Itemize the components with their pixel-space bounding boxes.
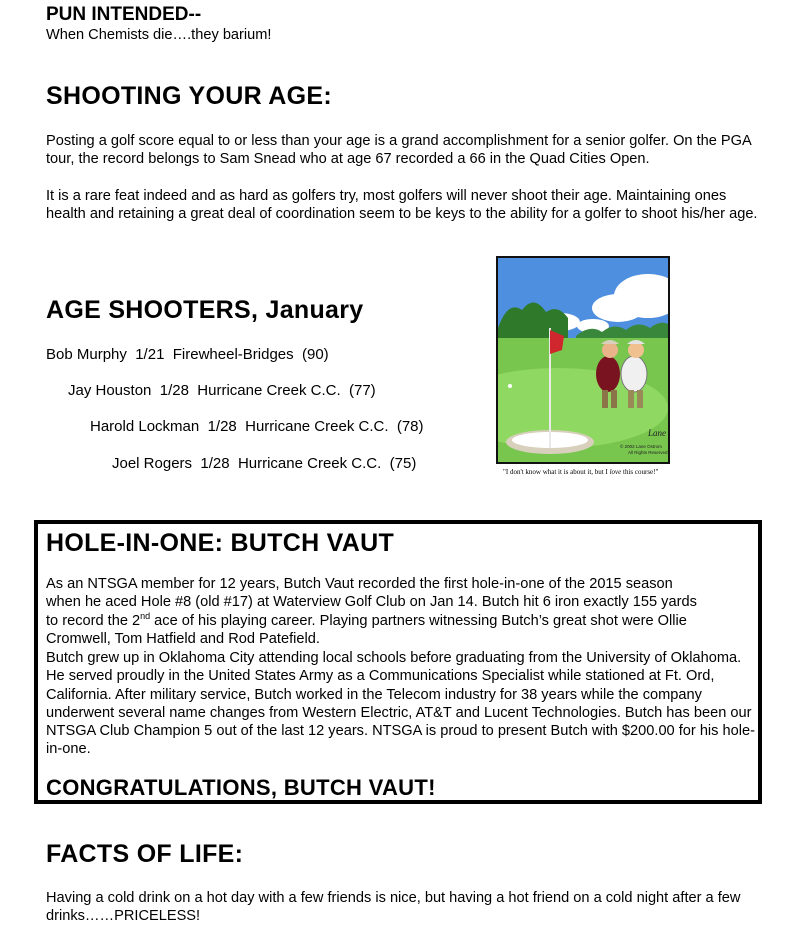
hio-line-part: to record the 2 <box>46 612 141 629</box>
shooter-course: Hurricane Creek C.C. <box>237 455 382 472</box>
hio-line: As an NTSGA member for 12 years, Butch Vaut recorded the first hole-in-one of the 2015 season <box>46 576 673 592</box>
hole-in-one-para2: Butch grew up in Oklahoma City attending local schools before graduating from the University of Oklahoma. He served proudly in the United States Army as a Communications Specialist while stationed at Ft. Ord, California. After military service, Butch worked in the Telecom industry for 38 years while the company underwent several name changes from Western Electric, AT&T and Lucent Technologies. Butch has been our NTSGA Club Champion 5 out of the last 12 years. NTSGA is proud to present Butch with $200.00 for his hole-in-one. <box>46 650 755 758</box>
caption-pre: "I don't know what it is about it, but I <box>503 468 610 476</box>
shooter-course: Hurricane Creek C.C. <box>245 418 389 435</box>
shooter-score: (77) <box>349 382 376 399</box>
shooter-name: Joel Rogers <box>112 455 193 472</box>
shooter-score: (78) <box>396 418 424 435</box>
caption-emphasis: love <box>609 468 622 476</box>
shooter-date: 1/28 <box>207 418 237 435</box>
facts-text: Having a cold drink on a hot day with a few friends is nice, but having a hot friend on a cold night after a few drinks……PRICELESS! <box>46 890 741 925</box>
hio-line: Cromwell, Tom Hatfield and Rod Patefield. <box>46 630 320 647</box>
hio-line: when he aced Hole #8 (old #17) at Waterview Golf Club on Jan 14. Butch hit 6 iron exactly 155 yards <box>46 594 697 611</box>
hio-line-part: ace of his playing career. Playing partners witnessing Butch’s great shot were Ollie <box>150 612 687 629</box>
shooter-date: 1/21 <box>135 346 165 363</box>
cartoon-copyright-2: All Rights Reserved <box>628 450 668 455</box>
golf-cartoon-illustration <box>498 258 668 462</box>
age-shooter-row <box>46 346 329 363</box>
age-shooters-heading: AGE SHOOTERS, January <box>46 296 364 324</box>
cartoon-copyright-1: © 2002 Lane Ostrom <box>620 444 662 449</box>
shooter-score: (75) <box>389 455 417 472</box>
hio-line <box>46 612 762 630</box>
hole-in-one-heading: HOLE-IN-ONE: BUTCH VAUT <box>46 529 395 557</box>
age-shooter-row <box>90 418 424 435</box>
shooter-name: Harold Lockman <box>90 418 200 435</box>
shooter-course: Hurricane Creek C.C. <box>197 382 341 399</box>
golf-cartoon <box>496 256 670 464</box>
shooter-score: (90) <box>302 346 329 363</box>
cartoon-caption <box>503 468 658 476</box>
shooter-date: 1/28 <box>200 455 230 472</box>
hole-in-one-para1 <box>46 575 762 648</box>
shooter-date: 1/28 <box>159 382 189 399</box>
shooting-age-para1: Posting a golf score equal to or less than your age is a grand accomplishment for a senior golfer. On the PGA tour, the record belongs to Sam Snead who at age 67 recorded a 66 in the Quad Cities Open. <box>46 133 751 168</box>
congratulations-heading: CONGRATULATIONS, BUTCH VAUT! <box>46 775 436 800</box>
pun-heading: PUN INTENDED-- <box>46 4 202 25</box>
shooter-course: Firewheel-Bridges <box>172 346 294 363</box>
cartoon-signature: Lane <box>648 428 666 438</box>
shooting-age-para2: It is a rare feat indeed and as hard as golfers try, most golfers will never shoot their age. Maintaining ones health and retaining a great deal of coordination seem to be keys to the ability for a golfer to shoot his/her age. <box>46 188 758 223</box>
facts-heading: FACTS OF LIFE: <box>46 840 244 868</box>
pun-text: When Chemists die….they barium! <box>46 27 272 43</box>
caption-post: this course!" <box>621 468 659 476</box>
hio-superscript: nd <box>140 610 151 621</box>
shooting-age-heading: SHOOTING YOUR AGE: <box>46 82 332 110</box>
age-shooter-row <box>68 382 376 399</box>
shooter-name: Jay Houston <box>68 382 152 399</box>
age-shooter-row <box>112 455 416 472</box>
shooter-name: Bob Murphy <box>46 346 127 363</box>
